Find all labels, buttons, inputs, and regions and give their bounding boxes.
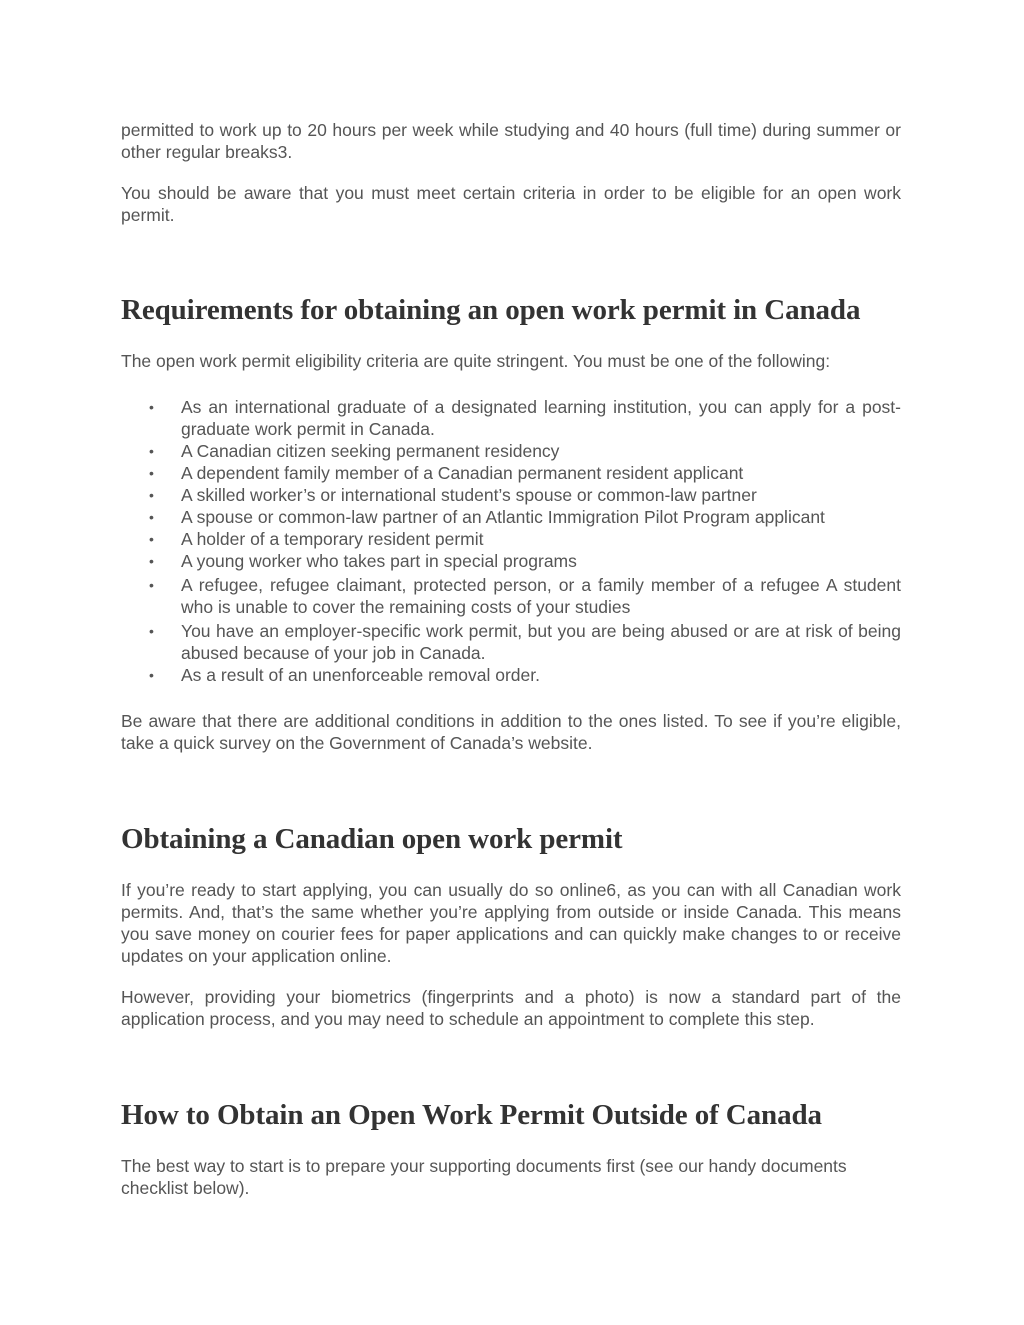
obtaining-paragraph-2: However, providing your biometrics (fingerprints and a photo) is now a standard part of the application process, and you may need to schedule an appointment to complete this step. [121,987,901,1029]
bullet-icon: • [149,443,154,459]
list-item-text: You have an employer-specific work permit, but you are being abused or are at risk of being abused because of your job in Canada. [181,621,901,663]
document-page [121,119,901,1199]
bullet-icon: • [149,465,154,481]
requirements-list [121,396,901,686]
requirements-lead: The open work permit eligibility criteria are quite stringent. You must be one of the following: [121,351,831,371]
outside-heading: How to Obtain an Open Work Permit Outside of Canada [121,1099,822,1131]
list-item-text: A refugee, refugee claimant, protected person, or a family member of a refugee A student who is unable to cover the remaining costs of your studies [181,575,901,617]
list-item-text: A Canadian citizen seeking permanent residency [181,441,560,461]
requirements-closing: Be aware that there are additional conditions in addition to the ones listed. To see if you’re eligible, take a quick survey on the Government of Canada’s website. [121,711,901,753]
bullet-icon: • [149,399,154,415]
list-item [149,462,901,484]
list-item-text: As a result of an unenforceable removal order. [181,665,540,685]
list-item [149,620,901,664]
list-item-text: As an international graduate of a designated learning institution, you can apply for a post-graduate work permit in Canada. [181,397,901,439]
list-item-text: A dependent family member of a Canadian permanent resident applicant [181,463,744,483]
obtaining-paragraph-1: If you’re ready to start applying, you can usually do so online6, as you can with all Canadian work permits. And, that’s the same whether you’re applying from outside or inside Canada. This means you save money on courier fees for paper applications and can quickly make changes to or receive updates on your application online. [121,880,901,966]
bullet-icon: • [149,509,154,525]
list-item-text: A skilled worker’s or international student’s spouse or common-law partner [181,485,757,505]
bullet-icon: • [149,623,154,639]
list-item [149,574,901,618]
requirements-heading: Requirements for obtaining an open work permit in Canada [121,294,861,326]
list-item [149,484,901,506]
outside-paragraph-1: The best way to start is to prepare your supporting documents first (see our handy documents checklist below). [121,1156,847,1198]
list-item [149,506,901,528]
list-item [149,528,901,550]
bullet-icon: • [149,577,154,593]
list-item [149,440,901,462]
bullet-icon: • [149,667,154,683]
list-item-text: A spouse or common-law partner of an Atlantic Immigration Pilot Program applicant [181,507,825,527]
obtaining-heading: Obtaining a Canadian open work permit [121,823,623,855]
list-item-text: A holder of a temporary resident permit [181,529,484,549]
bullet-icon: • [149,553,154,569]
list-item [149,396,901,440]
list-item [149,550,901,572]
intro-paragraph-2: You should be aware that you must meet certain criteria in order to be eligible for an open work permit. [121,183,901,225]
bullet-icon: • [149,487,154,503]
list-item-text: A young worker who takes part in special programs [181,551,577,571]
intro-paragraph-1: permitted to work up to 20 hours per week while studying and 40 hours (full time) during summer or other regular breaks3. [121,120,901,162]
list-item [149,664,901,686]
bullet-icon: • [149,531,154,547]
